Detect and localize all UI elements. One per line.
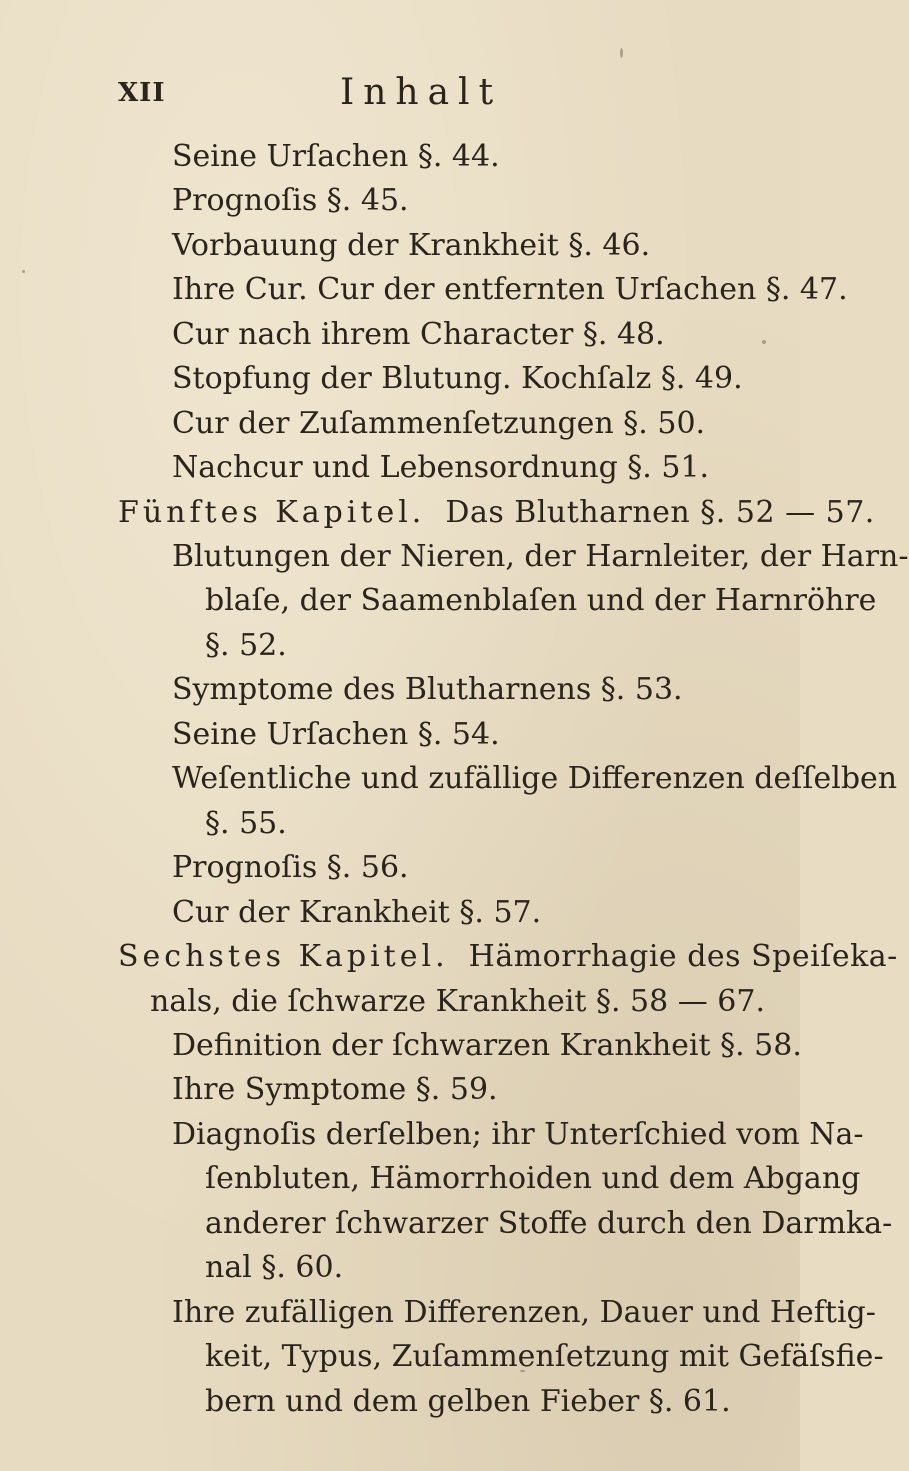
toc-entry: Nachcur und Lebensordnung §. 51. (172, 450, 710, 486)
toc-entry: Prognoſis §. 45. (172, 183, 409, 219)
chapter-title: Hämorrhagie des Speiſeka- (448, 939, 898, 975)
toc-entry: Cur der Krankheit §. 57. (172, 894, 542, 930)
toc-entry-continuation: ſenbluten, Hämorrhoiden und dem Abgang (205, 1161, 861, 1197)
toc-entry: Vorbauung der Krankheit §. 46. (172, 227, 651, 263)
paper-speck (520, 1370, 525, 1372)
toc-entry-continuation: nal §. 60. (205, 1250, 344, 1286)
toc-entry: Diagnoſis derſelben; ihr Unterſchied vom Na- (172, 1116, 864, 1152)
toc-entry: Cur der Zuſammenſetzungen §. 50. (172, 405, 706, 441)
toc-entry: Definition der ſchwarzen Krankheit §. 58. (172, 1027, 802, 1063)
running-head: Inhalt (340, 72, 503, 113)
toc-entry: Seine Urſachen §. 54. (172, 716, 500, 752)
chapter-heading (118, 939, 898, 975)
toc-entry: Weſentliche und zufällige Differenzen deſſelben (172, 761, 898, 797)
paper-speck (620, 48, 623, 58)
page-number: XII (118, 78, 166, 108)
paper-speck (762, 340, 766, 344)
chapter-heading-continuation: nals, die ſchwarze Krankheit §. 58 — 67. (150, 983, 766, 1019)
chapter-number: Fünftes Kapitel. (118, 494, 426, 530)
toc-entry: Blutungen der Nieren, der Harnleiter, der Harn- (172, 539, 909, 575)
toc-entry-continuation: anderer ſchwarzer Stoffe durch den Darmka- (205, 1205, 893, 1241)
toc-entry: Ihre zufälligen Differenzen, Dauer und Heftig- (172, 1294, 876, 1330)
chapter-number: Sechstes Kapitel. (118, 939, 449, 975)
toc-entry: Seine Urſachen §. 44. (172, 139, 500, 174)
toc-entry-continuation: keit, Typus, Zuſammenſetzung mit Gefäſsfie- (205, 1339, 884, 1375)
paper-speck (22, 270, 25, 273)
toc-entry: Ihre Symptome §. 59. (172, 1072, 498, 1108)
chapter-title: Das Blutharnen §. 52 — 57. (425, 494, 875, 530)
toc-entry: Stopfung der Blutung. Kochſalz §. 49. (172, 361, 743, 397)
toc-entry-continuation: bern und dem gelben Fieber §. 61. (205, 1383, 731, 1419)
chapter-heading (118, 494, 875, 530)
toc-entry: Ihre Cur. Cur der entfernten Urſachen §. 47. (172, 272, 848, 308)
toc-entry: Cur nach ihrem Character §. 48. (172, 316, 665, 352)
toc-entry-continuation: §. 55. (205, 805, 287, 841)
toc-entry-continuation: blaſe, der Saamenblaſen und der Harnröhre (205, 583, 877, 619)
toc-entry: Symptome des Blutharnens §. 53. (172, 672, 683, 708)
toc-entry: Prognoſis §. 56. (172, 850, 409, 886)
toc-entry-continuation: §. 52. (205, 627, 287, 663)
